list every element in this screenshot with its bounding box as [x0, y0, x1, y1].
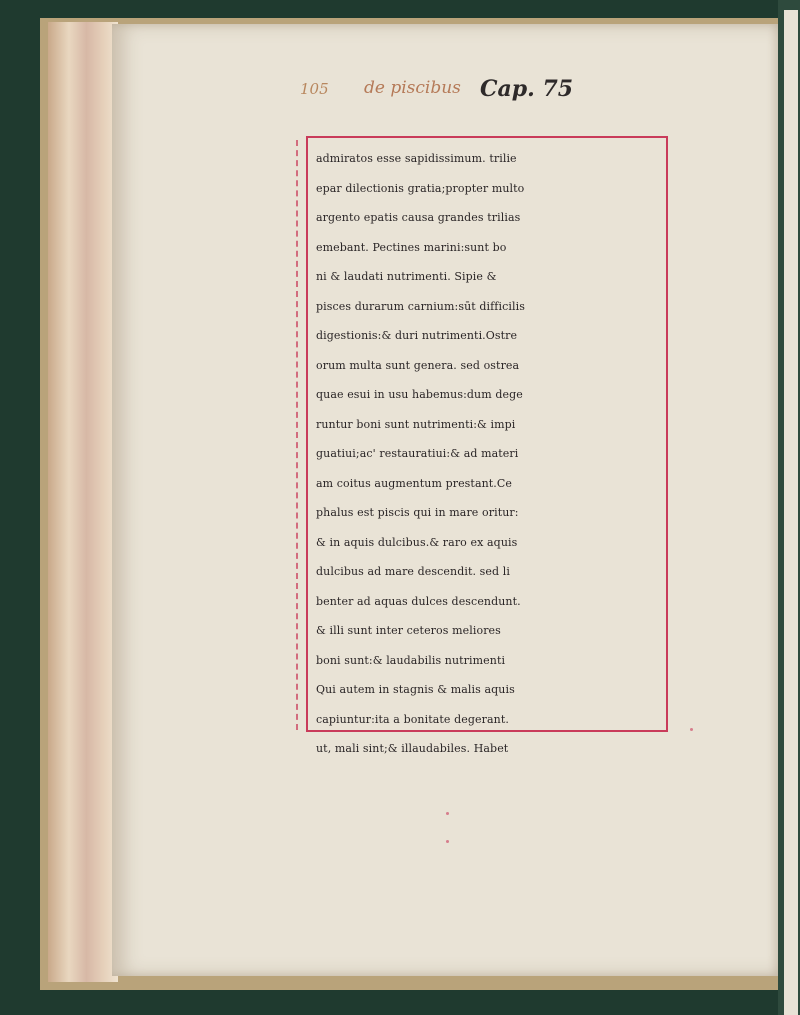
handwritten-page-number: 105	[300, 80, 329, 98]
facing-page	[784, 10, 798, 1015]
text-line: guatiui;ac' restauratiui:& ad materi	[316, 447, 519, 460]
text-line: boni sunt:& laudabilis nutrimenti	[316, 653, 506, 667]
text-line: dulcibus ad mare descendit. sed li	[316, 565, 510, 578]
ink-dot	[690, 728, 693, 731]
page-edges	[48, 22, 118, 982]
text-frame	[306, 136, 668, 755]
text-line: ut, mali sint;& illaudabiles. Habet	[316, 742, 509, 755]
ink-dot	[446, 840, 449, 843]
text-line: digestionis:& duri nutrimenti.Ostre	[316, 329, 518, 342]
text-line: & illi sunt inter ceteros meliores	[316, 624, 501, 637]
text-body	[316, 144, 668, 764]
facing-page-edge	[778, 0, 800, 1015]
text-line: pisces durarum carnium:sūt difficilis	[316, 299, 525, 313]
page-header	[300, 76, 620, 112]
text-line: runtur boni sunt nutrimenti:& impi	[316, 417, 516, 431]
text-line: phalus est piscis qui in mare oritur:	[316, 506, 519, 519]
text-line: argento epatis causa grandes trilias	[316, 211, 521, 224]
text-line: am coitus augmentum prestant.Ce	[316, 476, 513, 490]
text-line: capiuntur:ita a bonitate degerant.	[316, 712, 509, 726]
text-line: ni & laudati nutrimenti. Sipie &	[316, 270, 497, 283]
text-line: benter ad aquas dulces descendunt.	[316, 594, 521, 608]
text-line: orum multa sunt genera. sed ostrea	[316, 358, 520, 372]
chapter-heading: Cap. 75	[480, 76, 574, 102]
margin-rule	[296, 140, 299, 730]
text-line: emebant. Pectines marini:sunt bo	[316, 240, 507, 254]
text-line: admiratos esse sapidissimum. trilie	[316, 152, 517, 165]
text-line: epar dilectionis gratia;propter multo	[316, 181, 525, 195]
handwritten-marginal-note: de piscibus	[364, 78, 461, 98]
text-line: Qui autem in stagnis & malis aquis	[316, 683, 515, 696]
text-line: & in aquis dulcibus.& raro ex aquis	[316, 535, 518, 549]
ink-dot	[446, 812, 449, 815]
text-line: quae esui in usu habemus:dum dege	[316, 388, 523, 401]
